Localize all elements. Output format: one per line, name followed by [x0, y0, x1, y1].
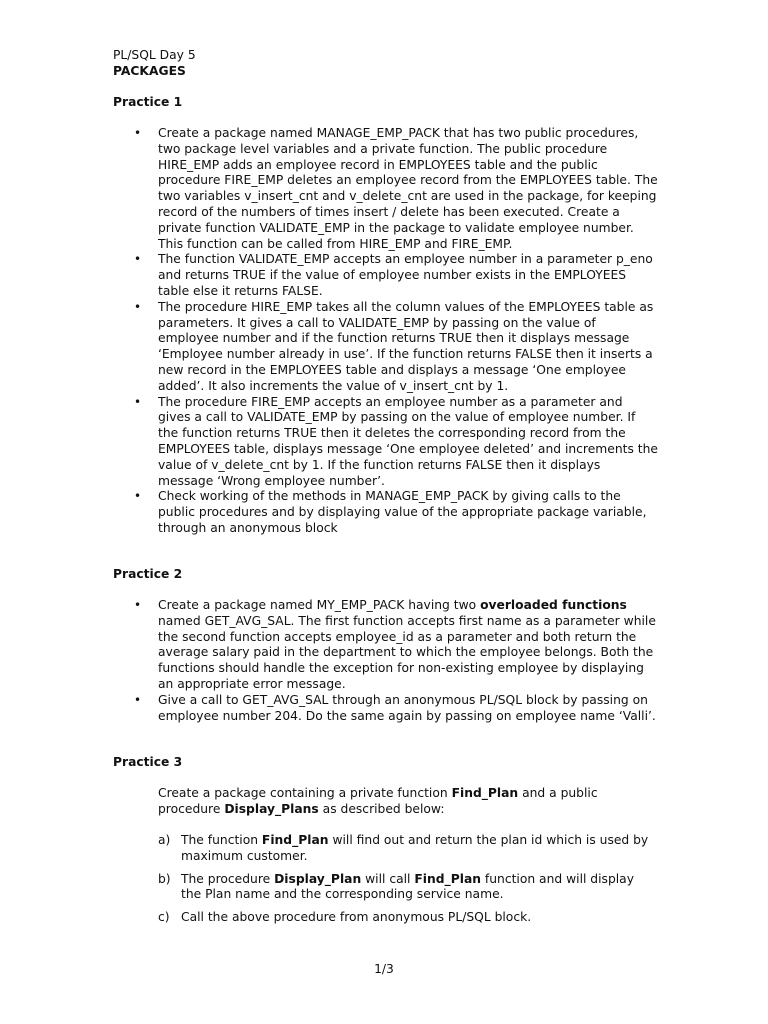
- practice-2-heading: Practice 2: [113, 567, 183, 581]
- list-marker: c): [158, 910, 170, 925]
- list-item: c) Call the above procedure from anonymous PL/SQL block.: [158, 910, 532, 925]
- document-header: [113, 47, 196, 79]
- list-marker: a): [158, 833, 171, 847]
- practice-1-heading: Practice 1: [113, 95, 183, 109]
- list-item: • Check working of the methods in MANAGE_EMP_PACK by giving calls to the public procedures and by displaying value of the appropriate package variable, through an anonymous block: [113, 489, 658, 536]
- page-number: 1/3: [374, 962, 394, 976]
- course-title: PL/SQL Day 5: [113, 48, 196, 62]
- bullet-emphasis: overloaded functions: [480, 598, 627, 612]
- list-item: • Create a package named MANAGE_EMP_PACK that has two public procedures, two package level variables and a private function. The public procedure HIRE_EMP adds an employee record in EMPLOYEES table and the public procedure FIRE_EMP deletes an employee record from the EMPLOYEES table. The two variables v_insert_cnt and v_delete_cnt are used in the package, for keeping record of the numbers of times insert / delete has been executed. Create a private function VALIDATE_EMP in the package to validate employee number. This function can be called from HIRE_EMP and FIRE_EMP.: [113, 126, 658, 252]
- list-item: • The procedure HIRE_EMP takes all the column values of the EMPLOYEES table as parameters. It gives a call to VALIDATE_EMP by passing on the value of employee number and if the function returns TRUE then it displays message ‘Employee number already in use’. If the function returns FALSE then it inserts a new record in the EMPLOYEES table and displays a message ‘One employee added’. It also increments the value of v_insert_cnt by 1.: [113, 300, 658, 395]
- bullet-text: Create a package named MY_EMP_PACK having two: [158, 598, 481, 612]
- procedure-name: Display_Plans: [224, 801, 319, 816]
- practice-3-list: [158, 833, 658, 933]
- list-item: [113, 598, 658, 693]
- topic-title: PACKAGES: [113, 64, 186, 78]
- list-item: • The procedure FIRE_EMP accepts an employee number as a parameter and gives a call to VALIDATE_EMP by passing on the value of employee number. If the function returns TRUE then it deletes the corresponding record from the EMPLOYEES table, displays message ‘One employee deleted’ and increments the value of v_delete_cnt by 1. If the function returns FALSE then it displays message ‘Wrong employee number’.: [113, 395, 658, 490]
- practice-2-list: [113, 598, 658, 724]
- practice-1-list: [113, 126, 658, 537]
- list-marker: b): [158, 871, 171, 886]
- list-item: b) The procedure Display_Plan will call Find_Plan function and will display the Plan name and the corresponding service name.: [158, 871, 634, 902]
- practice-3-heading: Practice 3: [113, 755, 183, 769]
- list-item: a) The function Find_Plan will find out and return the plan id which is used by maximum customer.: [158, 833, 649, 863]
- function-name: Find_Plan: [451, 786, 519, 800]
- practice-3-intro: Create a package containing a private function Find_Plan and a public procedure Display_Plans as described below:: [158, 786, 598, 816]
- bullet-text: named GET_AVG_SAL. The first function accepts first name as a parameter while the second function accepts employee_id as a parameter and both return the average salary paid in the department to which the employee belongs. Both the functions should handle the exception for non-existing employee by displaying an appropriate error message.: [158, 613, 656, 691]
- list-item: • The function VALIDATE_EMP accepts an employee number in a parameter p_eno and returns TRUE if the value of employee number exists in the EMPLOYEES table else it returns FALSE.: [113, 252, 658, 299]
- list-item: • Give a call to GET_AVG_SAL through an anonymous PL/SQL block by passing on employee number 204. Do the same again by passing on employee name ‘Valli’.: [113, 693, 658, 725]
